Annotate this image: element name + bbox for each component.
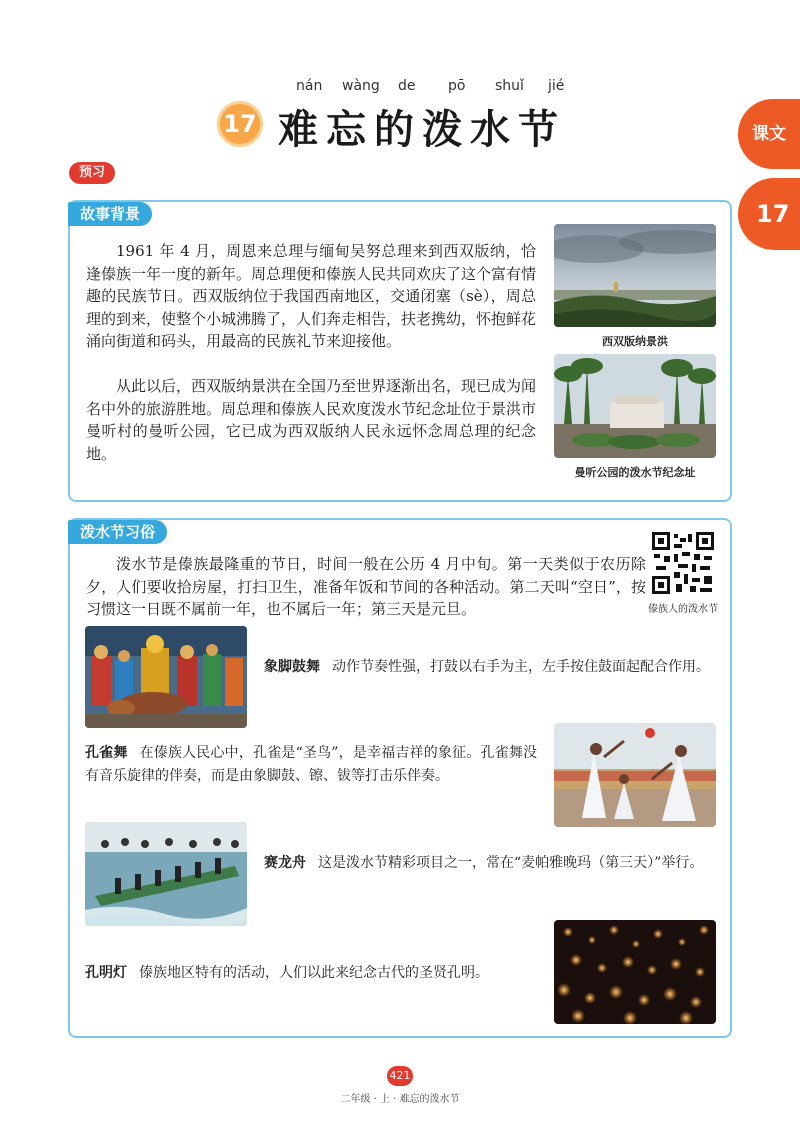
lesson-number-badge: 17 [220, 104, 260, 144]
dragon-boat-photo [85, 822, 247, 926]
sky-lantern-text [85, 962, 537, 985]
dragon-boat-text [264, 852, 719, 875]
qr-caption: 傣族人的泼水节 [648, 604, 718, 615]
side-tab-lesson-number[interactable]: 17 [738, 178, 800, 250]
peacock-dance-photo [554, 723, 716, 827]
footer-text: 二年级 · 上 · 难忘的泼水节 [340, 1094, 460, 1105]
drum-dance-name: 象脚鼓舞 [264, 659, 320, 675]
pinyin-4: pō [448, 78, 466, 94]
lesson-title: 难忘的泼水节 [278, 106, 566, 153]
sky-lantern-desc: 傣族地区特有的活动，人们以此来纪念古代的圣贤孔明。 [139, 965, 489, 981]
drum-dance-photo [85, 626, 247, 728]
pinyin-6: jié [548, 78, 565, 94]
page-number: 421 [387, 1066, 413, 1086]
dragon-boat-name: 赛龙舟 [264, 855, 306, 871]
manting-park-caption: 曼听公园的泼水节纪念址 [574, 466, 696, 479]
dragon-boat-desc: 这是泼水节精彩项目之一，常在“麦帕雅晚玛（第三天）”举行。 [318, 855, 704, 871]
drum-dance-text [264, 656, 719, 679]
manting-park-photo [554, 354, 716, 458]
background-tag: 故事背景 [68, 202, 152, 226]
drum-dance-desc: 动作节奏性强，打鼓以右手为主，左手按住鼓面起配合作用。 [332, 659, 710, 675]
background-paragraph-2: 从此以后，西双版纳景洪在全国乃至世界逐渐出名，现已成为闻名中外的旅游胜地。周总理和傣族人民欢度泼水节纪念址位于景洪市曼听村的曼听公园，它已成为西双版纳人民永远怀念周总理的纪念地。 [86, 377, 537, 463]
preview-badge: 预习 [69, 162, 115, 184]
title-pinyin [290, 78, 590, 98]
custom-tag: 泼水节习俗 [68, 520, 167, 544]
peacock-dance-desc: 在傣族人民心中，孔雀是“圣鸟”，是幸福吉祥的象征。孔雀舞没有音乐旋律的伴奏，而是由象脚鼓、镲、钹等打击乐伴奏。 [85, 745, 537, 784]
background-paragraph-1: 1961 年 4 月，周恩来总理与缅甸吴努总理来到西双版纳，恰逢傣族一年一度的新年。周总理便和傣族人民共同欢庆了这个富有情趣的民族节日。西双版纳位于我国西南地区，交通闭塞（sè），周总理的到来，使整个小城沸腾了，人们奔走相告，扶老携幼，怀抱鲜花涌向街道和码头，用最高的民族礼节来迎接他。 [86, 242, 537, 350]
pinyin-3: de [398, 78, 416, 94]
pinyin-2: wàng [342, 78, 380, 94]
jinghong-caption: 西双版纳景洪 [602, 335, 668, 348]
qr-code[interactable] [650, 530, 716, 596]
pinyin-5: shuǐ [495, 78, 524, 94]
peacock-dance-name: 孔雀舞 [85, 745, 128, 761]
jinghong-photo [554, 224, 716, 327]
peacock-dance-text [85, 742, 537, 788]
sky-lantern-name: 孔明灯 [85, 965, 127, 981]
side-tab-kewen[interactable]: 课文 [738, 99, 800, 169]
pinyin-1: nán [296, 78, 323, 94]
custom-intro: 泼水节是傣族最隆重的节日，时间一般在公历 4 月中旬。第一天类似于农历除夕，人们要收拾房屋，打扫卫生，准备年饭和节间的各种活动。第二天叫“空日”，按习惯这一日既不属前一年，也不属后一年；第三天是元旦。 [86, 555, 646, 618]
sky-lantern-photo [554, 920, 716, 1024]
